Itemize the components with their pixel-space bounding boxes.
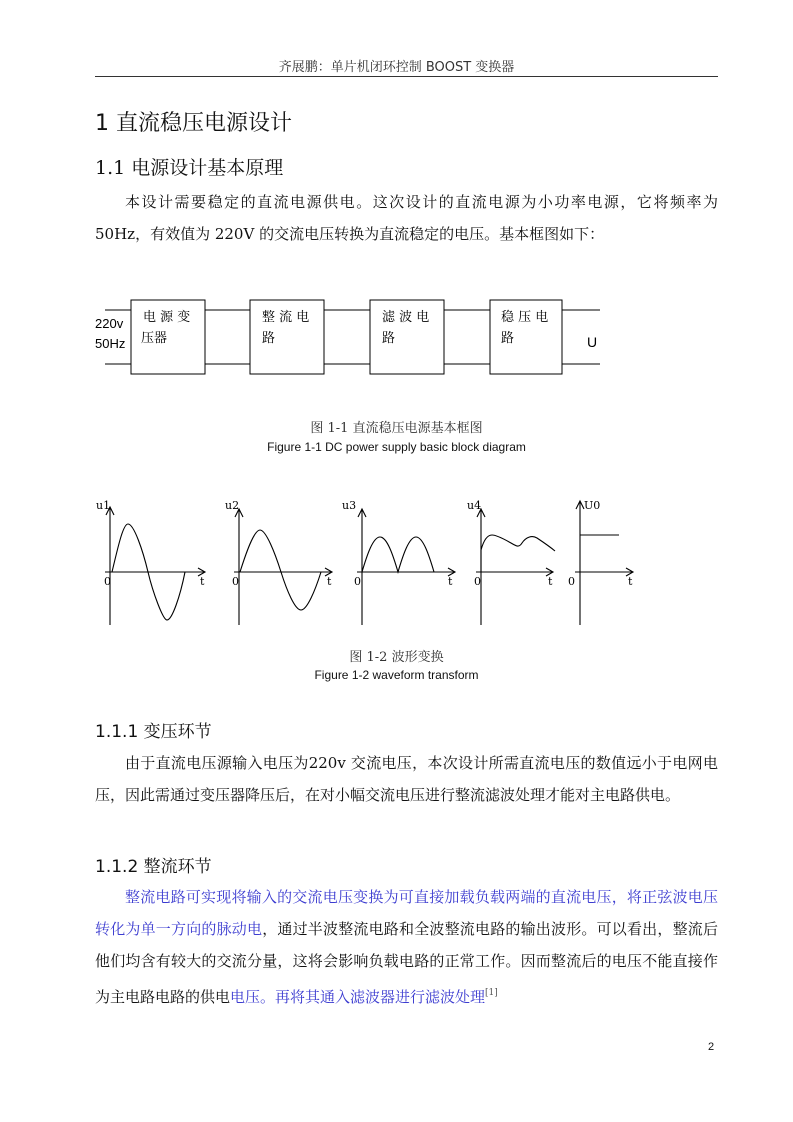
figure-1-1-caption-en: Figure 1-1 DC power supply basic block diagram xyxy=(267,440,526,454)
waveform-label-u4: u4 xyxy=(467,499,482,512)
rectifier-text-highlight-1: 整流电路可实现将输入的交流电压变换为可直接加载负载两端的直流电压，将正弦波电压转化为单一方向的脉动电 xyxy=(95,888,718,938)
intro-paragraph: 本设计需要稳定的直流电源供电。这次设计的直流电源为小功率电源，它将频率为 50Hz，有效值为 220V 的交流电压转换为直流稳定的电压。基本框图如下： xyxy=(95,193,718,243)
citation-ref[interactable]: [1] xyxy=(485,988,498,998)
section-title-1-1-2: 1.1.2 整流环节 xyxy=(95,857,212,877)
waveform-label-u0: U0 xyxy=(584,499,601,512)
waveform-t-2: t xyxy=(327,575,332,588)
section-title-1-1: 1.1 电源设计基本原理 xyxy=(95,157,284,179)
block-rectifier-line2: 路 xyxy=(262,331,276,346)
waveform-origin-3: 0 xyxy=(354,575,361,588)
waveform-t-4: t xyxy=(548,575,553,588)
waveform-t-1: t xyxy=(200,575,205,588)
block-filter-line1: 滤 波 电 xyxy=(382,310,430,325)
rectifier-text-highlight-2: 电压。再将其通入滤波器进行滤波处理 xyxy=(230,988,486,1006)
waveform-label-u1: u1 xyxy=(96,499,111,512)
input-frequency-label: 50Hz xyxy=(95,336,126,351)
transformer-paragraph: 由于直流电压源输入电压为220v 交流电压，本次设计所需直流电压的数值远小于电网电压，因此需通过变压器降压后，在对小幅交流电压进行整流滤波处理才能对主电路供电。 xyxy=(95,754,718,804)
chapter-title: 1 直流稳压电源设计 xyxy=(95,111,292,136)
header-rule xyxy=(95,76,718,77)
waveform-figure xyxy=(0,495,793,630)
block-diagram xyxy=(0,290,793,385)
rectifier-text-body: ，通过半波整流电路和全波整流电路的输出波形。可以看出，整流后他们均含有较大的交流分量，这将会影响负载电路的正常工作。因而整流后的电压不能直接作为主电路电路的供电 xyxy=(95,920,718,1006)
output-voltage-label: U xyxy=(587,334,598,350)
waveform-label-u3: u3 xyxy=(342,499,357,512)
waveform-origin-2: 0 xyxy=(232,575,239,588)
running-header: 齐展鹏：单片机闭环控制 BOOST 变换器 xyxy=(278,60,515,75)
block-filter-line2: 路 xyxy=(382,331,396,346)
figure-1-2-caption-en: Figure 1-2 waveform transform xyxy=(314,668,479,682)
figure-1-2-caption-cn: 图 1-2 波形变换 xyxy=(349,650,444,665)
waveform-label-u2: u2 xyxy=(225,499,240,512)
block-rectifier-line1: 整 流 电 xyxy=(262,310,310,325)
waveform-origin-4: 0 xyxy=(474,575,481,588)
waveform-origin-5: 0 xyxy=(568,575,575,588)
section-title-1-1-1: 1.1.1 变压环节 xyxy=(95,722,212,742)
figure-1-1-caption-cn: 图 1-1 直流稳压电源基本框图 xyxy=(310,421,483,436)
block-transformer-line2: 压器 xyxy=(141,331,168,346)
block-transformer-line1: 电 源 变 xyxy=(143,310,191,325)
waveform-origin-1: 0 xyxy=(104,575,111,588)
waveform-t-5: t xyxy=(628,575,633,588)
input-voltage-label: 220v xyxy=(95,316,124,331)
waveform-t-3: t xyxy=(448,575,453,588)
block-regulator-line1: 稳 压 电 xyxy=(501,310,549,325)
block-regulator-line2: 路 xyxy=(501,331,515,346)
rectifier-paragraph xyxy=(95,881,718,1013)
page-number: 2 xyxy=(708,1041,715,1053)
